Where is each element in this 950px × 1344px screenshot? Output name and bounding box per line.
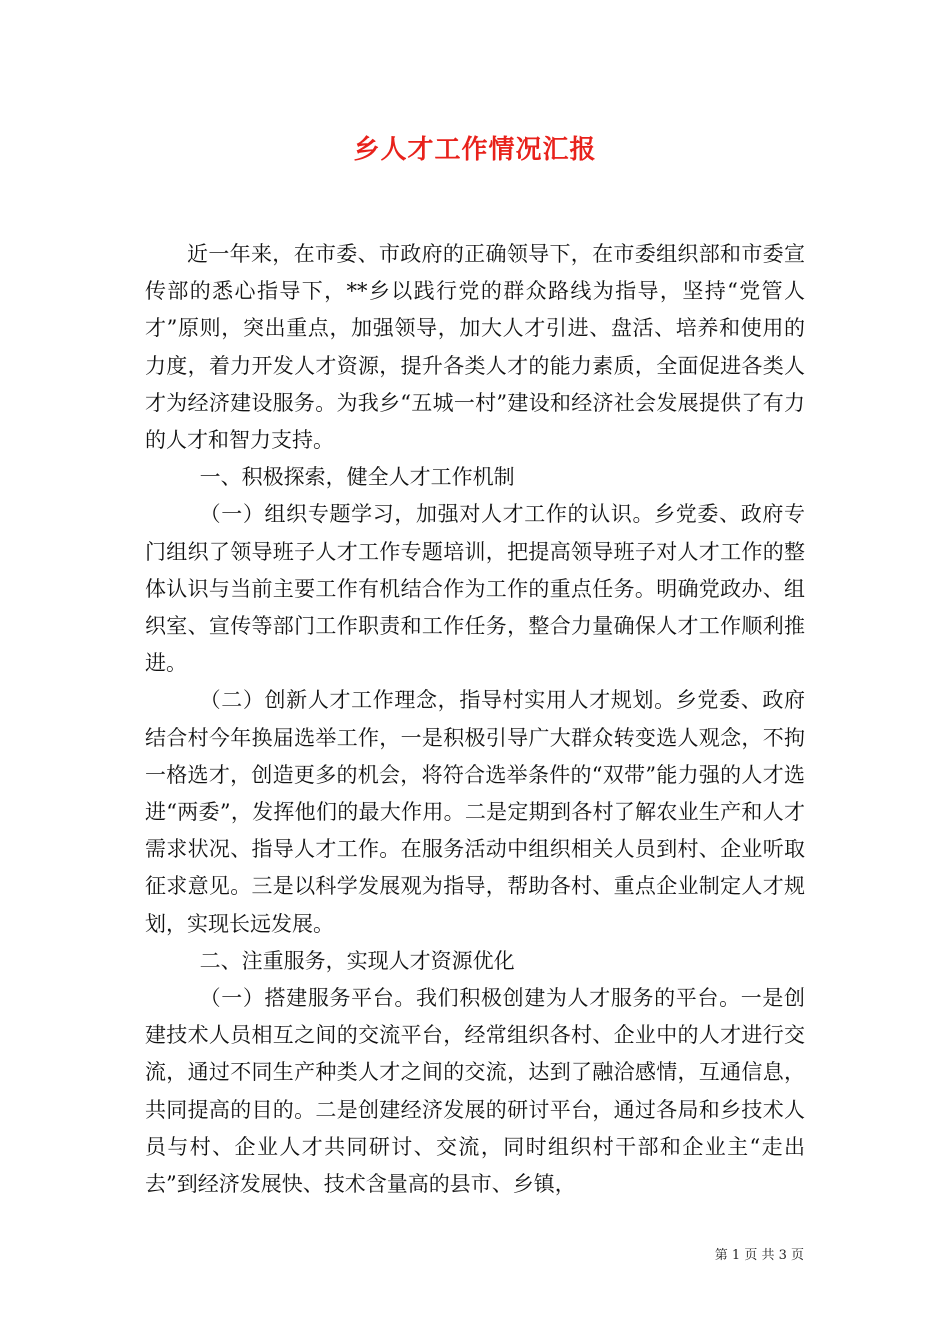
subsection-paragraph-1-1: （一）组织专题学习，加强对人才工作的认识。乡党委、政府专门组织了领导班子人才工作专题培训，把提高领导班子对人才工作的整体认识与当前主要工作有机结合作为工作的重点任务。明确党政办、组织室、宣传等部门工作职责和工作任务，整合力量确保人才工作顺利推进。 xyxy=(145,502,805,676)
subsection-paragraph-1-2: （二）创新人才工作理念，指导村实用人才规划。乡党委、政府结合村今年换届选举工作，一是积极引导广大群众转变选人观念，不拘一格选才，创造更多的机会，将符合选举条件的“双带”能力强的人才选进“两委”，发挥他们的最大作用。二是定期到各村了解农业生产和人才需求状况、指导人才工作。在服务活动中组织相关人员到村、企业听取征求意见。三是以科学发展观为指导，帮助各村、重点企业制定人才规划，实现长远发展。 xyxy=(145,688,805,936)
document-body xyxy=(145,236,805,1203)
section-heading-2: 二、注重服务，实现人才资源优化 xyxy=(199,948,515,973)
section-heading-1: 一、积极探索，健全人才工作机制 xyxy=(199,465,515,490)
subsection-paragraph-2-1: （一）搭建服务平台。我们积极创建为人才服务的平台。一是创建技术人员相互之间的交流平台，经常组织各村、企业中的人才进行交流，通过不同生产种类人才之间的交流，达到了融洽感情，互通信息，共同提高的目的。二是创建经济发展的研讨平台，通过各局和乡技术人员与村、企业人才共同研讨、交流，同时组织村干部和企业主“走出去”到经济发展快、技术含量高的县市、乡镇， xyxy=(145,986,805,1197)
document-title: 乡人才工作情况汇报 xyxy=(353,135,597,165)
page-number-footer: 第 1 页 共 3 页 xyxy=(714,1248,804,1263)
intro-paragraph: 近一年来，在市委、市政府的正确领导下，在市委组织部和市委宣传部的悉心指导下，**乡以践行党的群众路线为指导，坚持“党管人才”原则，突出重点，加强领导，加大人才引进、盘活、培养和使用的力度，着力开发人才资源，提升各类人才的能力素质，全面促进各类人才为经济建设服务。为我乡“五城一村”建设和经济社会发展提供了有力的人才和智力支持。 xyxy=(145,242,805,453)
